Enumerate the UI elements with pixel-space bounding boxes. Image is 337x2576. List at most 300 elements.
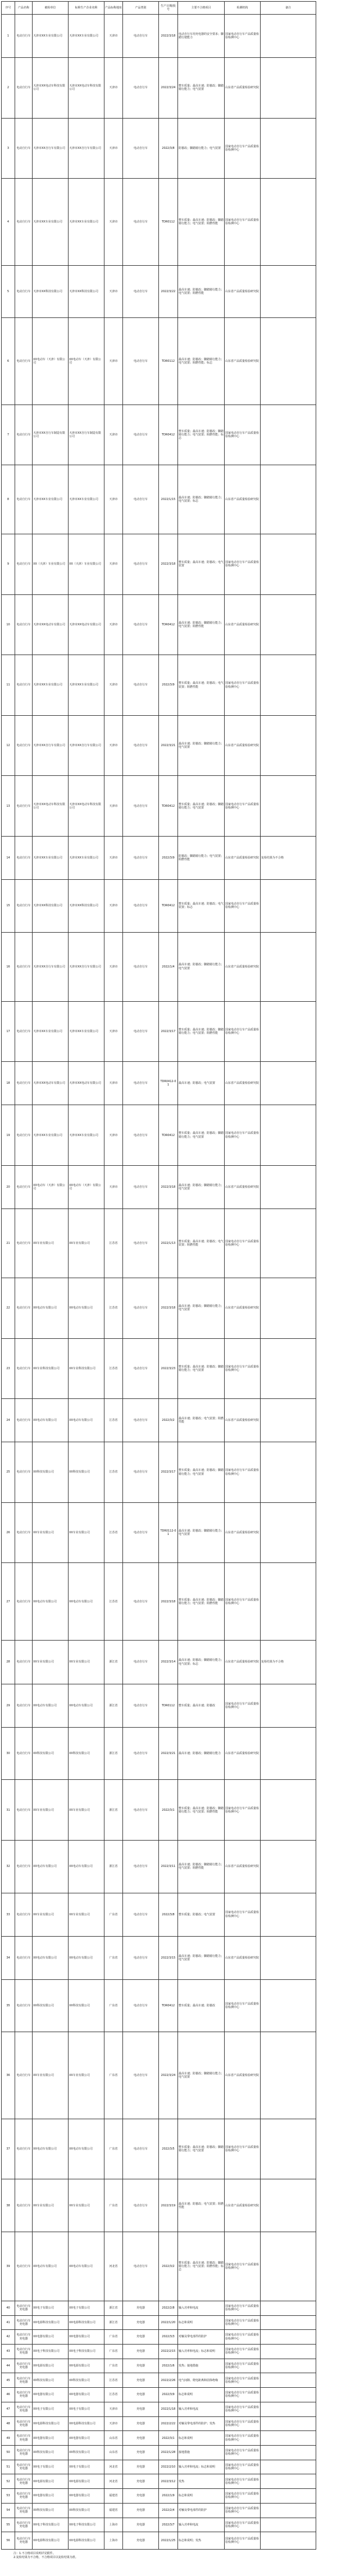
cell-lab: 国家电动自行车产品质量检验检测中心 [225, 2344, 261, 2359]
cell-product: 电动自行车充电器 [15, 2445, 33, 2460]
cell-maker: XX车业有限公司 [69, 1209, 104, 1278]
cell-note [261, 465, 316, 534]
cell-items: 整车质量；最高车速；防篡改；脚踏骑行能力；电气装置；阻燃性能 [178, 179, 225, 265]
cell-lab: 国家电动自行车产品质量检验检测中心 [225, 1684, 261, 1727]
cell-category: 电动自行车 [123, 1841, 159, 1893]
cell-product: 电动自行车充电器 [15, 2330, 33, 2345]
cell-items: 整车质量；最高车速；防篡改；脚踏骑行能力；电气装置 [178, 1442, 225, 1503]
cell-inspected: XX电动车有限公司 [33, 2232, 69, 2301]
cell-category: 电动自行车 [123, 715, 159, 776]
cell-items: 整车质量；最高车速；防篡改；脚踏骑行能力；电气装置；阻燃性能 [178, 1780, 225, 1841]
table-row [2, 1684, 316, 1727]
cell-category: 电动自行车 [123, 118, 159, 179]
cell-note [261, 2179, 316, 2232]
cell-batch: 2022/3/18 [159, 1563, 178, 1641]
column-header: 主要不合格项目 [178, 2, 225, 15]
cell-batch: 2022/1/4 [159, 932, 178, 1001]
cell-maker: XX科技有限公司 [69, 2373, 104, 2388]
table-row [2, 1278, 316, 1338]
cell-addr: 江苏省 [104, 2373, 123, 2388]
cell-category: 电动自行车 [123, 2232, 159, 2301]
cell-items: 整车质量；最高车速；防篡改 [178, 1684, 225, 1727]
cell-maker: XX车业有限公司 [69, 2032, 104, 2119]
cell-note: 复检结果为不合格 [261, 1641, 316, 1684]
cell-no: 8 [2, 465, 15, 534]
column-header: 标称生产企业名称 [69, 2, 104, 15]
cell-addr: 天津市 [104, 837, 123, 880]
cell-product: 电动自行车 [15, 1936, 33, 1979]
cell-note [261, 1001, 316, 1062]
cell-batch: 2022/2/22 [159, 2416, 178, 2431]
cell-items: 防篡改；脚踏骑行能力；电气装置；阻燃性能 [178, 837, 225, 880]
cell-product: 电动自行车充电器 [15, 2460, 33, 2474]
cell-product: 电动自行车充电器 [15, 2532, 33, 2550]
cell-lab: 山东省产品质量检验研究院 [225, 715, 261, 776]
cell-items: 最高车速；防篡改；脚踏骑行能力 [178, 1727, 225, 1780]
cell-no: 27 [2, 1563, 15, 1641]
table-row [2, 1502, 316, 1563]
cell-addr: 天津市 [104, 265, 123, 318]
cell-addr: 广东省 [104, 2032, 123, 2119]
cell-inspected: XX电源科技有限公司 [33, 2315, 69, 2330]
table-row [2, 318, 316, 405]
cell-inspected: XX电子科技有限公司 [33, 2344, 69, 2359]
cell-batch: TDR0412 [159, 594, 178, 655]
cell-items: 最高车速；防篡改；脚踏骑行能力；电气装置；标志 [178, 1641, 225, 1684]
cell-no: 21 [2, 1209, 15, 1278]
table-row [2, 2402, 316, 2416]
cell-items: 整车质量；最高车速；防篡改；脚踏骑行能力；电气装置 [178, 2119, 225, 2179]
cell-lab: 山东省产品质量检验研究院 [225, 58, 261, 119]
cell-category: 电动自行车 [123, 2119, 159, 2179]
cell-lab: 国家电动自行车产品质量检验检测中心 [225, 1442, 261, 1503]
cell-maker: XX电源科技有限公司 [69, 2416, 104, 2431]
cell-category: 电动自行车 [123, 1684, 159, 1727]
cell-maker: XX（天津）车业有限公司 [69, 534, 104, 595]
cell-note [261, 265, 316, 318]
cell-inspected: XX车业科技有限公司 [33, 1338, 69, 1399]
cell-no: 1 [2, 15, 15, 58]
cell-inspected: 天津市XX电动车有限公司 [33, 1062, 69, 1105]
cell-no: 5 [2, 265, 15, 318]
cell-category: 充电器 [123, 2445, 159, 2460]
cell-lab: 国家电动自行车产品质量检验检测中心 [225, 1979, 261, 2032]
cell-inspected: 天津市XX车业有限公司 [33, 465, 69, 534]
cell-batch: TDR0412 [159, 776, 178, 837]
table-row [2, 2388, 316, 2402]
table-row [2, 2416, 316, 2431]
cell-product: 电动自行车 [15, 1399, 33, 1442]
cell-maker: XX电动车有限公司 [69, 2232, 104, 2301]
cell-product: 电动自行车充电器 [15, 2489, 33, 2504]
cell-lab: 国家电动自行车产品质量检验检测中心 [225, 2373, 261, 2388]
cell-items: 整车质量；最高车速；防篡改；电气装置；阻燃性能 [178, 1209, 225, 1278]
cell-addr: 天津市 [104, 776, 123, 837]
cell-maker: 天津市XX车业有限公司 [69, 837, 104, 880]
cell-items: 整车质量；防篡改；电气装置 [178, 1893, 225, 1936]
cell-product: 电动自行车 [15, 1563, 33, 1641]
cell-maker: 天津市XX车业有限公司 [69, 1001, 104, 1062]
cell-no: 41 [2, 2315, 15, 2330]
cell-maker: XX电动车有限公司 [69, 1936, 104, 1979]
cell-category: 充电器 [123, 2373, 159, 2388]
cell-category: 电动自行车 [123, 880, 159, 933]
table-row [2, 1338, 316, 1399]
footnotes [13, 2552, 199, 2560]
cell-category: 电动自行车 [123, 1641, 159, 1684]
cell-product: 电动自行车充电器 [15, 2301, 33, 2315]
cell-product: 电动自行车 [15, 1979, 33, 2032]
cell-note [261, 1780, 316, 1841]
cell-category: 充电器 [123, 2518, 159, 2532]
cell-lab: 国家电动自行车产品质量检验检测中心 [225, 2232, 261, 2301]
cell-batch: 2022/3/1 [159, 1780, 178, 1841]
cell-product: 电动自行车充电器 [15, 2373, 33, 2388]
inspection-results-table [1, 1, 316, 2550]
cell-category: 电动自行车 [123, 594, 159, 655]
cell-items: 最高车速；防篡改；脚踏骑行能力；电气装置 [178, 1502, 225, 1563]
cell-note [261, 594, 316, 655]
cell-addr: 河北省 [104, 2232, 123, 2301]
cell-product: 电动自行车 [15, 2179, 33, 2232]
cell-items: 整车质量；最高车速；防篡改；脚踏骑行能力；电气装置 [178, 776, 225, 837]
cell-no: 43 [2, 2344, 15, 2359]
cell-no: 2 [2, 58, 15, 119]
cell-addr: 江苏省 [104, 1442, 123, 1503]
cell-addr: 天津市 [104, 405, 123, 465]
cell-batch: 2022/3/21 [159, 1727, 178, 1780]
table-row [2, 2532, 316, 2550]
cell-batch: TDR0412 [159, 405, 178, 465]
table-row [2, 2489, 316, 2504]
cell-product: 电动自行车充电器 [15, 2402, 33, 2416]
column-header: 被检单位 [33, 2, 69, 15]
cell-addr: 天津市 [104, 1105, 123, 1166]
cell-inspected: XX车业有限公司 [33, 1893, 69, 1936]
table-row [2, 1209, 316, 1278]
cell-inspected: XX电源有限公司 [33, 2474, 69, 2489]
cell-note [261, 2518, 316, 2532]
cell-addr: 天津市 [104, 179, 123, 265]
cell-maker: 天津市XX电动车有限公司 [69, 1062, 104, 1105]
cell-maker: 天津市XX科技有限公司 [69, 265, 104, 318]
cell-batch: 2022/2/15 [159, 2344, 178, 2359]
cell-product: 电动自行车 [15, 715, 33, 776]
cell-note [261, 2460, 316, 2474]
cell-lab: 国家电动自行车产品质量检验检测中心 [225, 1338, 261, 1399]
cell-maker: 天津市XX车业有限公司 [69, 1105, 104, 1166]
cell-lab: 山东省产品质量检验研究院 [225, 837, 261, 880]
cell-inspected: XX电子有限公司 [33, 2460, 69, 2474]
cell-no: 11 [2, 655, 15, 716]
cell-category: 电动自行车 [123, 1727, 159, 1780]
cell-addr: 上海市 [104, 2518, 123, 2532]
cell-inspected: XX电器有限公司 [33, 2330, 69, 2345]
cell-no: 44 [2, 2359, 15, 2373]
cell-addr: 天津市 [104, 2402, 123, 2416]
cell-no: 55 [2, 2518, 15, 2532]
cell-inspected: 天津市XX自行车制造有限公司 [33, 405, 69, 465]
cell-maker: 天津市XX车业有限公司 [69, 655, 104, 716]
cell-category: 充电器 [123, 2344, 159, 2359]
cell-product: 电动自行车 [15, 1893, 33, 1936]
cell-batch: 2022/3/23 [159, 1338, 178, 1399]
cell-category: 电动自行车 [123, 1165, 159, 1209]
cell-no: 22 [2, 1278, 15, 1338]
cell-no: 34 [2, 1936, 15, 1979]
cell-addr: 天津市 [104, 118, 123, 179]
cell-note [261, 715, 316, 776]
cell-items: 整车质量；最高车速；防篡改；脚踏骑行能力；电气装置；阻燃性能；标志 [178, 2232, 225, 2301]
cell-category: 电动自行车 [123, 1780, 159, 1841]
cell-lab: 山东省产品质量检验研究院 [225, 1936, 261, 1979]
cell-inspected: XX电动车有限公司 [33, 1278, 69, 1338]
cell-product: 电动自行车 [15, 1338, 33, 1399]
cell-maker: XX科技有限公司 [69, 1442, 104, 1503]
cell-note [261, 118, 316, 179]
cell-lab: 山东省产品质量检验研究院 [225, 318, 261, 405]
cell-items: 最高车速；防篡改；脚踏骑行能力；电气装置；阻燃性能；标志 [178, 318, 225, 405]
cell-category: 电动自行车 [123, 655, 159, 716]
cell-maker: 天津市XX电动车科技有限公司 [69, 58, 104, 119]
cell-note [261, 1165, 316, 1209]
cell-inspected: 天津市XX自行车有限公司 [33, 118, 69, 179]
cell-category: 电动自行车 [123, 1062, 159, 1105]
cell-category: 电动自行车 [123, 2032, 159, 2119]
cell-maker: XX车业有限公司 [69, 1893, 104, 1936]
cell-batch: 2022/3/1 [159, 2431, 178, 2446]
cell-lab: 国家电动自行车产品质量检验检测中心 [225, 1209, 261, 1278]
cell-inspected: 天津市XX电动车科技有限公司 [33, 776, 69, 837]
column-header: 检测机构 [225, 2, 261, 15]
cell-no: 9 [2, 534, 15, 595]
cell-items: 输入功率和电流；标志和说明 [178, 2344, 225, 2359]
cell-category: 电动自行车 [123, 776, 159, 837]
cell-product: 电动自行车充电器 [15, 2503, 33, 2518]
cell-note [261, 1338, 316, 1399]
cell-no: 12 [2, 715, 15, 776]
cell-product: 电动自行车 [15, 1165, 33, 1209]
cell-lab: 国家电动自行车产品质量检验检测中心 [225, 179, 261, 265]
cell-batch: TDR0112 [159, 318, 178, 405]
cell-no: 3 [2, 118, 15, 179]
cell-addr: 浙江省 [104, 1780, 123, 1841]
cell-lab: 国家电动自行车产品质量检验检测中心 [225, 2119, 261, 2179]
cell-note [261, 2445, 316, 2460]
cell-lab: 山东省产品质量检验研究院 [225, 1165, 261, 1209]
cell-no: 46 [2, 2388, 15, 2402]
cell-batch: 2022/2/8 [159, 2301, 178, 2315]
cell-note [261, 1209, 316, 1278]
cell-inspected: XX电动车有限公司 [33, 1684, 69, 1727]
cell-inspected: XX电动车有限公司 [33, 1936, 69, 1979]
cell-no: 39 [2, 2232, 15, 2301]
cell-note [261, 1105, 316, 1166]
cell-items: 最高车速；防篡改；脚踏骑行能力；电气装置；阻燃性能 [178, 1841, 225, 1893]
table-row [2, 2344, 316, 2359]
cell-items: 最高车速；防篡改；脚踏骑行能力；电气装置；阻燃性能 [178, 265, 225, 318]
cell-category: 充电器 [123, 2474, 159, 2489]
cell-no: 28 [2, 1641, 15, 1684]
cell-addr: 天津市 [104, 715, 123, 776]
cell-addr: 天津市 [104, 465, 123, 534]
cell-inspected: 天津市XX车业有限公司 [33, 837, 69, 880]
cell-items: 最高车速；防篡改；脚踏骑行能力；电气装置 [178, 1936, 225, 1979]
cell-inspected: XX科技有限公司 [33, 2503, 69, 2518]
cell-batch: 2022/3/9 [159, 2388, 178, 2402]
cell-lab: 山东省产品质量检验研究院 [225, 1399, 261, 1442]
cell-product: 电动自行车充电器 [15, 2315, 33, 2330]
cell-batch: 2022/3/11 [159, 1841, 178, 1893]
cell-batch: 2022/3/18 [159, 1278, 178, 1338]
cell-batch: TDR0412 [159, 880, 178, 933]
cell-no: 49 [2, 2431, 15, 2446]
cell-lab: 山东省产品质量检验研究院 [225, 1278, 261, 1338]
table-row [2, 1936, 316, 1979]
cell-product: 电动自行车充电器 [15, 2416, 33, 2431]
cell-lab: 国家电动自行车产品质量检验检测中心 [225, 2445, 261, 2460]
cell-addr: 天津市 [104, 880, 123, 933]
cell-inspected: XX科技有限公司 [33, 1442, 69, 1503]
cell-product: 电动自行车 [15, 318, 33, 405]
cell-note [261, 2119, 316, 2179]
cell-batch: TDR0112-01 [159, 1502, 178, 1563]
cell-addr: 江苏省 [104, 1338, 123, 1399]
cell-note [261, 1979, 316, 2032]
cell-lab: 国家电动自行车产品质量检验检测中心 [225, 2330, 261, 2345]
cell-batch: 2022/3/22 [159, 265, 178, 318]
cell-category: 电动自行车 [123, 1001, 159, 1062]
cell-note [261, 1936, 316, 1979]
cell-addr: 天津市 [104, 58, 123, 119]
cell-note [261, 2474, 316, 2489]
cell-product: 电动自行车 [15, 15, 33, 58]
cell-maker: XX电源科技有限公司 [69, 2315, 104, 2330]
cell-lab: 国家电动自行车产品质量检验检测中心 [225, 2315, 261, 2330]
cell-no: 56 [2, 2532, 15, 2550]
cell-inspected: XX科技有限公司 [33, 2373, 69, 2388]
cell-inspected: XX电源有限公司 [33, 2359, 69, 2373]
cell-lab: 国家电动自行车产品质量检验检测中心 [225, 1001, 261, 1062]
table-row [2, 1841, 316, 1893]
cell-addr: 浙江省 [104, 1684, 123, 1727]
cell-inspected: XX科技有限公司 [33, 2445, 69, 2460]
cell-no: 33 [2, 1893, 15, 1936]
cell-category: 充电器 [123, 2431, 159, 2446]
cell-batch: 2022/2/10 [159, 2460, 178, 2474]
cell-note [261, 15, 316, 58]
table-row [2, 655, 316, 716]
cell-category: 电动自行车 [123, 1442, 159, 1503]
table-row [2, 265, 316, 318]
cell-batch: 2022/3/17 [159, 1442, 178, 1503]
table-row [2, 1165, 316, 1209]
cell-lab: 国家电动自行车产品质量检验检测中心 [225, 405, 261, 465]
cell-category: 电动自行车 [123, 405, 159, 465]
cell-product: 电动自行车 [15, 118, 33, 179]
cell-items: 整车质量；最高车速；防篡改；脚踏骑行能力；电气装置 [178, 58, 225, 119]
cell-product: 电动自行车充电器 [15, 2518, 33, 2532]
cell-category: 充电器 [123, 2460, 159, 2474]
cell-inspected: XX电子有限公司 [33, 2402, 69, 2416]
cell-lab: 国家电动自行车产品质量检验检测中心 [225, 15, 261, 58]
cell-product: 电动自行车 [15, 1502, 33, 1563]
table-row [2, 1780, 316, 1841]
cell-batch: 2022/3/5 [159, 2119, 178, 2179]
cell-lab: 国家电动自行车产品质量检验检测中心 [225, 2388, 261, 2402]
column-header: 产品标称地址 [104, 2, 123, 15]
cell-inspected: XX车业有限公司 [33, 2179, 69, 2232]
cell-maker: XX科技有限公司 [69, 2503, 104, 2518]
table-row [2, 1893, 316, 1936]
cell-note [261, 1563, 316, 1641]
cell-product: 电动自行车 [15, 1209, 33, 1278]
cell-category: 电动自行车 [123, 1338, 159, 1399]
cell-lab: 国家电动自行车产品质量检验检测中心 [225, 1893, 261, 1936]
cell-items: 最高车速；防篡改；脚踏骑行能力；电气装置 [178, 715, 225, 776]
cell-maker: XX电子科技有限公司 [69, 2344, 104, 2359]
cell-inspected: XX车业有限公司 [33, 1641, 69, 1684]
cell-inspected: XX电源科技有限公司 [33, 2532, 69, 2550]
table-row [2, 179, 316, 265]
cell-category: 电动自行车 [123, 534, 159, 595]
cell-batch: 2022/3/18 [159, 1165, 178, 1209]
cell-maker: XX电器有限公司 [69, 2388, 104, 2402]
table-row [2, 2119, 316, 2179]
cell-product: 电动自行车 [15, 265, 33, 318]
cell-no: 29 [2, 1684, 15, 1727]
cell-batch: 2022/2/4 [159, 2503, 178, 2518]
cell-lab: 国家电动自行车产品质量检验检测中心 [225, 2532, 261, 2550]
cell-maker: XX电动车有限公司 [69, 2119, 104, 2179]
cell-no: 15 [2, 880, 15, 933]
cell-maker: XX电动车有限公司 [69, 1278, 104, 1338]
cell-inspected: XX电动车有限公司 [33, 1399, 69, 1442]
cell-inspected: 天津市XX电动车有限公司 [33, 594, 69, 655]
cell-batch: 2022/1/20 [159, 2315, 178, 2330]
table-row [2, 1399, 316, 1442]
cell-category: 电动自行车 [123, 179, 159, 265]
cell-no: 51 [2, 2460, 15, 2474]
cell-items: 整车质量；最高车速；防篡改；脚踏骑行能力；电气装置 [178, 1338, 225, 1399]
cell-addr: 山东省 [104, 2431, 123, 2446]
cell-batch: 2022/3/2 [159, 1399, 178, 1442]
cell-addr: 河北省 [104, 2460, 123, 2474]
cell-no: 10 [2, 594, 15, 655]
cell-product: 电动自行车充电器 [15, 2344, 33, 2359]
cell-batch: 2022/3/7 [159, 2518, 178, 2532]
cell-items: 输入功率和电流 [178, 2301, 225, 2315]
cell-addr: 广东省 [104, 2344, 123, 2359]
cell-product: 电动自行车 [15, 1727, 33, 1780]
cell-batch: TDR0112 [159, 179, 178, 265]
cell-inspected: XX车业有限公司 [33, 1209, 69, 1278]
cell-no: 42 [2, 2330, 15, 2345]
cell-maker: XX电子有限公司 [69, 2301, 104, 2315]
cell-addr: 江苏省 [104, 1278, 123, 1338]
cell-lab: 山东省产品质量检验研究院 [225, 2179, 261, 2232]
cell-note [261, 2503, 316, 2518]
cell-addr: 山东省 [104, 2445, 123, 2460]
table-row [2, 1062, 316, 1105]
cell-product: 电动自行车 [15, 837, 33, 880]
cell-product: 电动自行车 [15, 1105, 33, 1166]
cell-lab: 山东省产品质量检验研究院 [225, 1841, 261, 1893]
cell-product: 电动自行车 [15, 1684, 33, 1727]
table-row [2, 2431, 316, 2446]
cell-lab: 山东省产品质量检验研究院 [225, 594, 261, 655]
cell-maker: XX电源有限公司 [69, 2359, 104, 2373]
